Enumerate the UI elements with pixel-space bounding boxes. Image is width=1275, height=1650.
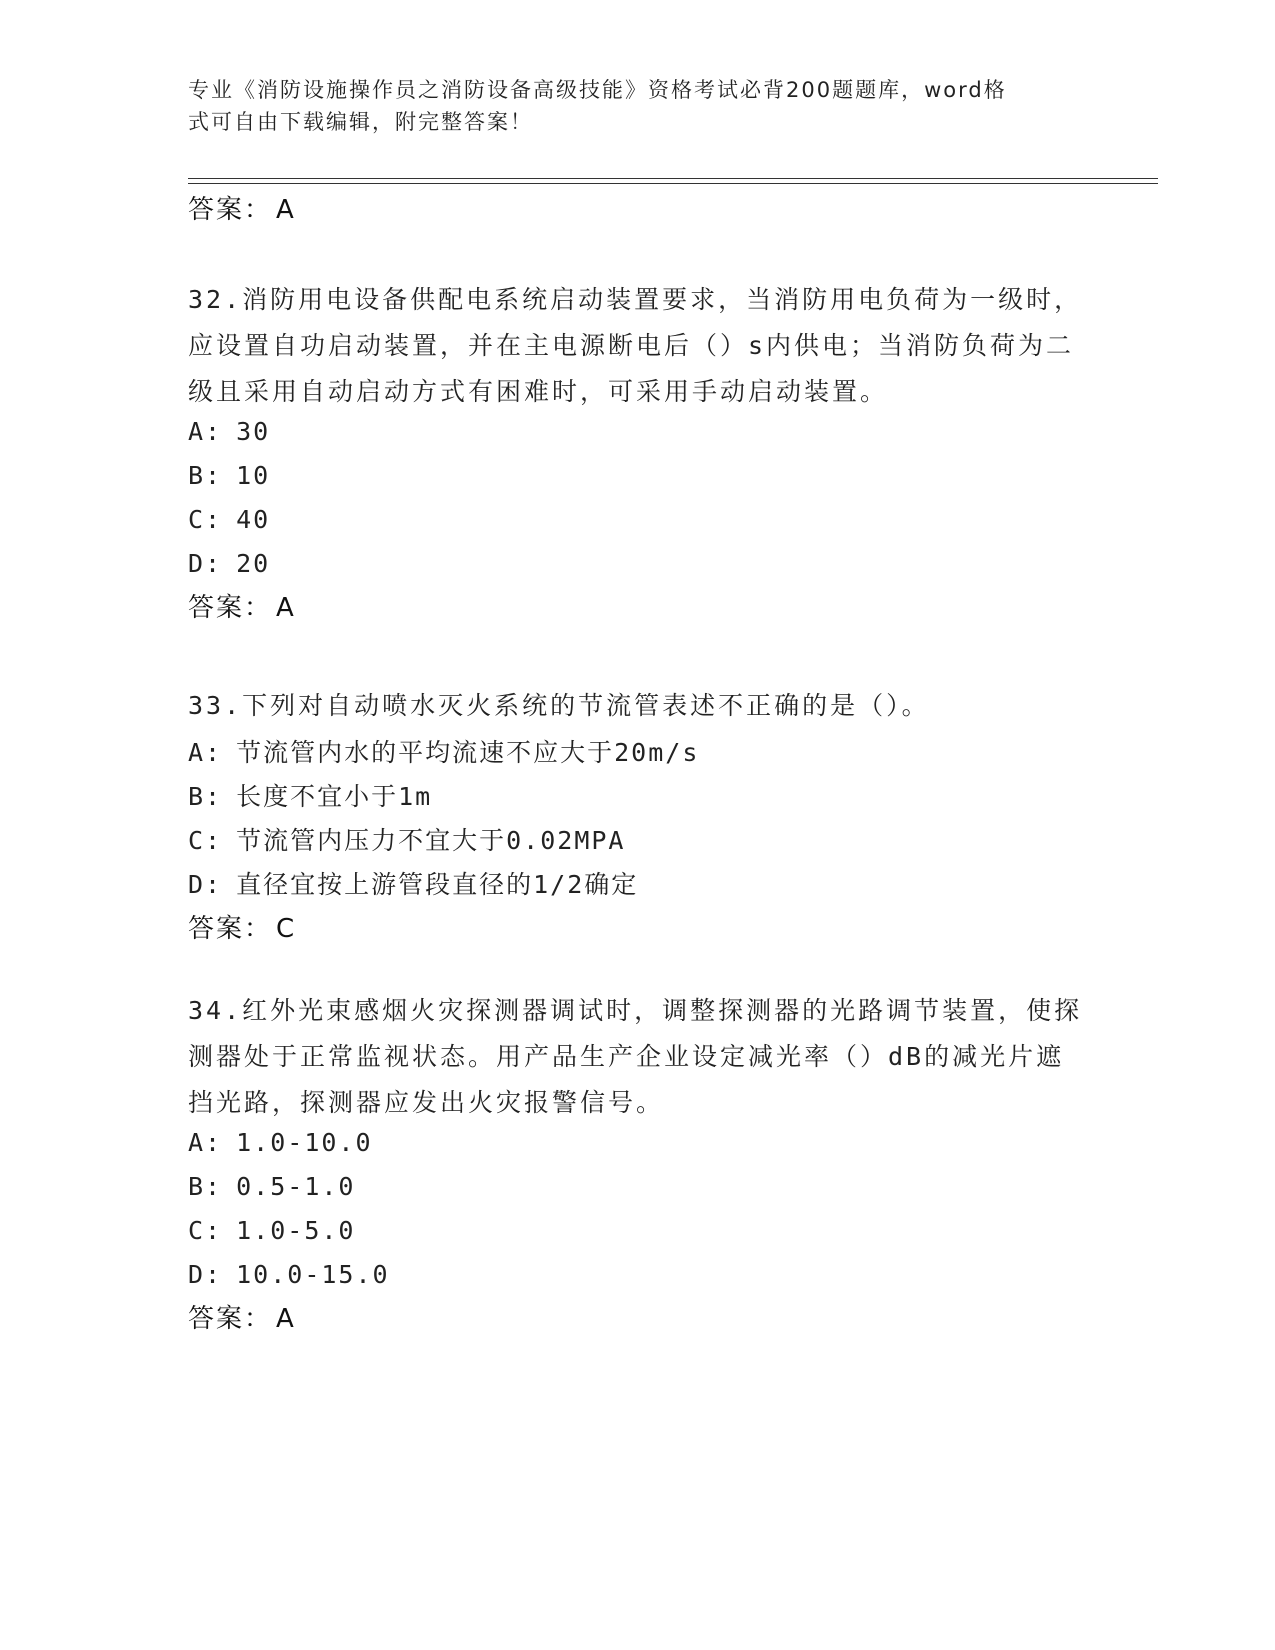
option-text: 10.0-15.0 — [236, 1260, 390, 1289]
option-key: C: — [188, 505, 223, 534]
option-33-b — [188, 779, 432, 815]
option-32-b — [188, 458, 270, 494]
option-32-a — [188, 414, 270, 450]
answer-line-33 — [188, 911, 296, 947]
answer-line-32 — [188, 590, 296, 626]
question-stem-33: 33.下列对自动喷水灭火系统的节流管表述不正确的是（）。 — [188, 691, 930, 720]
option-text: 20 — [236, 549, 271, 578]
option-text: 节流管内压力不宜大于0.02MPA — [236, 826, 626, 855]
option-text: 节流管内水的平均流速不应大于20m/s — [236, 738, 700, 767]
option-text: 直径宜按上游管段直径的1/2确定 — [236, 870, 639, 899]
option-34-d — [188, 1257, 390, 1293]
document-header — [188, 74, 1068, 138]
answer-value: A — [276, 195, 296, 225]
header-divider-bottom — [188, 183, 1158, 184]
option-text: 0.5-1.0 — [236, 1172, 356, 1201]
option-key: B: — [188, 461, 223, 490]
option-text: 10 — [236, 461, 271, 490]
option-33-d — [188, 867, 638, 903]
option-34-b — [188, 1169, 355, 1205]
question-stem-34: 34.红外光束感烟火灾探测器调试时，调整探测器的光路调节装置，使探测器处于正常监视状态。用产品生产企业设定减光率（）dB的减光片遮挡光路，探测器应发出火灾报警信号。 — [188, 996, 1083, 1117]
option-key: A: — [188, 1128, 223, 1157]
option-key: B: — [188, 1172, 223, 1201]
answer-label: 答案： — [188, 593, 273, 623]
option-33-a — [188, 735, 699, 771]
answer-value: C — [276, 914, 297, 944]
option-key: A: — [188, 417, 223, 446]
answer-label: 答案： — [188, 914, 273, 944]
option-key: A: — [188, 738, 223, 767]
option-text: 1.0-10.0 — [236, 1128, 373, 1157]
option-key: D: — [188, 1260, 223, 1289]
answer-label: 答案： — [188, 1304, 273, 1334]
option-text: 40 — [236, 505, 271, 534]
header-line-2: 式可自由下载编辑，附完整答案！ — [188, 110, 533, 134]
option-34-a — [188, 1125, 373, 1161]
answer-value: A — [276, 1304, 296, 1334]
option-32-c — [188, 502, 270, 538]
option-text: 30 — [236, 417, 271, 446]
option-key: D: — [188, 549, 223, 578]
option-key: B: — [188, 782, 223, 811]
option-33-c — [188, 823, 625, 859]
option-34-c — [188, 1213, 355, 1249]
answer-line-34 — [188, 1301, 296, 1337]
header-divider-top — [188, 178, 1158, 179]
answer-label: 答案： — [188, 195, 273, 225]
option-key: D: — [188, 870, 223, 899]
answer-value: A — [276, 593, 296, 623]
option-32-d — [188, 546, 270, 582]
question-stem-32: 32.消防用电设备供配电系统启动装置要求，当消防用电负荷为一级时，应设置自功启动装置，并在主电源断电后（）s内供电；当消防负荷为二级且采用自动启动方式有困难时，可采用手动启动装置。 — [188, 285, 1083, 406]
header-line-1: 专业《消防设施操作员之消防设备高级技能》资格考试必背200题题库，word格 — [188, 78, 1007, 102]
option-text: 1.0-5.0 — [236, 1216, 356, 1245]
option-key: C: — [188, 1216, 223, 1245]
option-text: 长度不宜小于1m — [236, 782, 433, 811]
option-key: C: — [188, 826, 223, 855]
answer-line-31 — [188, 192, 296, 228]
